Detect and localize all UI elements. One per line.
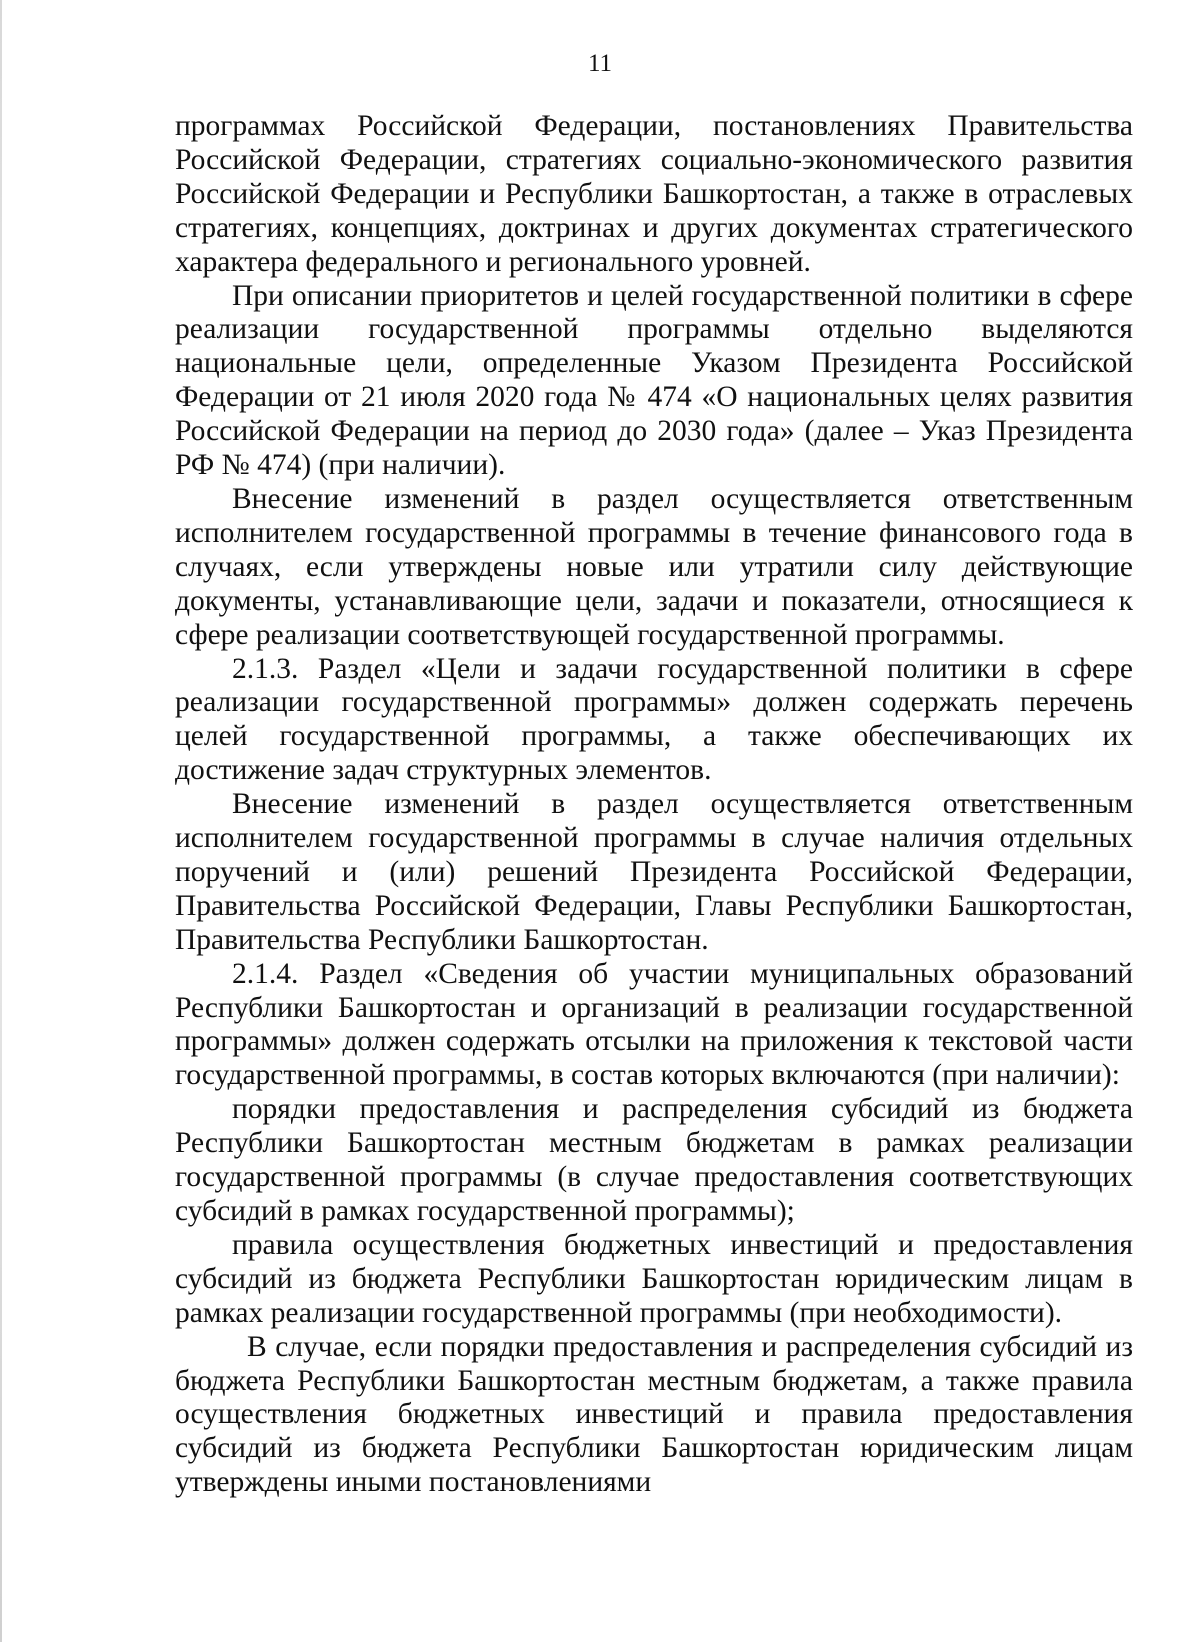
paragraph-other-resolutions: В случае, если порядки предоставления и распределения субсидий из бюджета Республики Башкортостан местным бюджетам, а также правила осуществления бюджетных инвестиций и правила предоставления субсидий из бюджета Республики Башкортостан юридическим лицам утверждены иными постановлениями <box>175 1330 1133 1499</box>
paragraph-section-2-1-3: 2.1.3. Раздел «Цели и задачи государственной политики в сфере реализации государственной программы» должен содержать перечень целей государственной программы, а также обеспечивающих их достижение задач структурных элементов. <box>175 652 1133 787</box>
paragraph-investment-rules: правила осуществления бюджетных инвестиций и предоставления субсидий из бюджета Республики Башкортостан юридическим лицам в рамках реализации государственной программы (при необходимости). <box>175 1228 1133 1329</box>
paragraph-section-2-1-4: 2.1.4. Раздел «Сведения об участии муниципальных образований Республики Башкортостан и организаций в реализации государственной программы» должен содержать отсылки на приложения к текстовой части государственной программы, в состав которых включаются (при наличии): <box>175 957 1133 1092</box>
paragraph-national-goals: При описании приоритетов и целей государственной политики в сфере реализации государственной программы отдельно выделяются национальные цели, определенные Указом Президента Российской Федерации от 21 июля 2020 года № 474 «О национальных целях развития Российской Федерации на период до 2030 года» (далее – Указ Президента РФ № 474) (при наличии). <box>175 279 1133 482</box>
body-text <box>175 110 1133 1500</box>
paragraph-subsidy-procedures: порядки предоставления и распределения субсидий из бюджета Республики Башкортостан местным бюджетам в рамках реализации государственной программы (в случае предоставления соответствующих субсидий в рамках государственной программы); <box>175 1093 1133 1227</box>
scan-edge <box>0 0 2 1642</box>
page-number: 11 <box>587 50 613 77</box>
paragraph-section-changes-1: Внесение изменений в раздел осуществляется ответственным исполнителем государственной программы в течение финансового года в случаях, если утверждены новые или утратили силу действующие документы, устанавливающие цели, задачи и показатели, относящиеся к сфере реализации соответствующей государственной программы. <box>175 482 1133 651</box>
paragraph-continuation: программах Российской Федерации, постановлениях Правительства Российской Федерации, стратегиях социально-экономического развития Российской Федерации и Республики Башкортостан, а также в отраслевых стратегиях, концепциях, доктринах и других документах стратегического характера федерального и регионального уровней. <box>175 110 1133 278</box>
paragraph-section-changes-2: Внесение изменений в раздел осуществляется ответственным исполнителем государственной программы в случае наличия отдельных поручений и (или) решений Президента Российской Федерации, Правительства Российской Федерации, Главы Республики Башкортостан, Правительства Республики Башкортостан. <box>175 788 1133 956</box>
